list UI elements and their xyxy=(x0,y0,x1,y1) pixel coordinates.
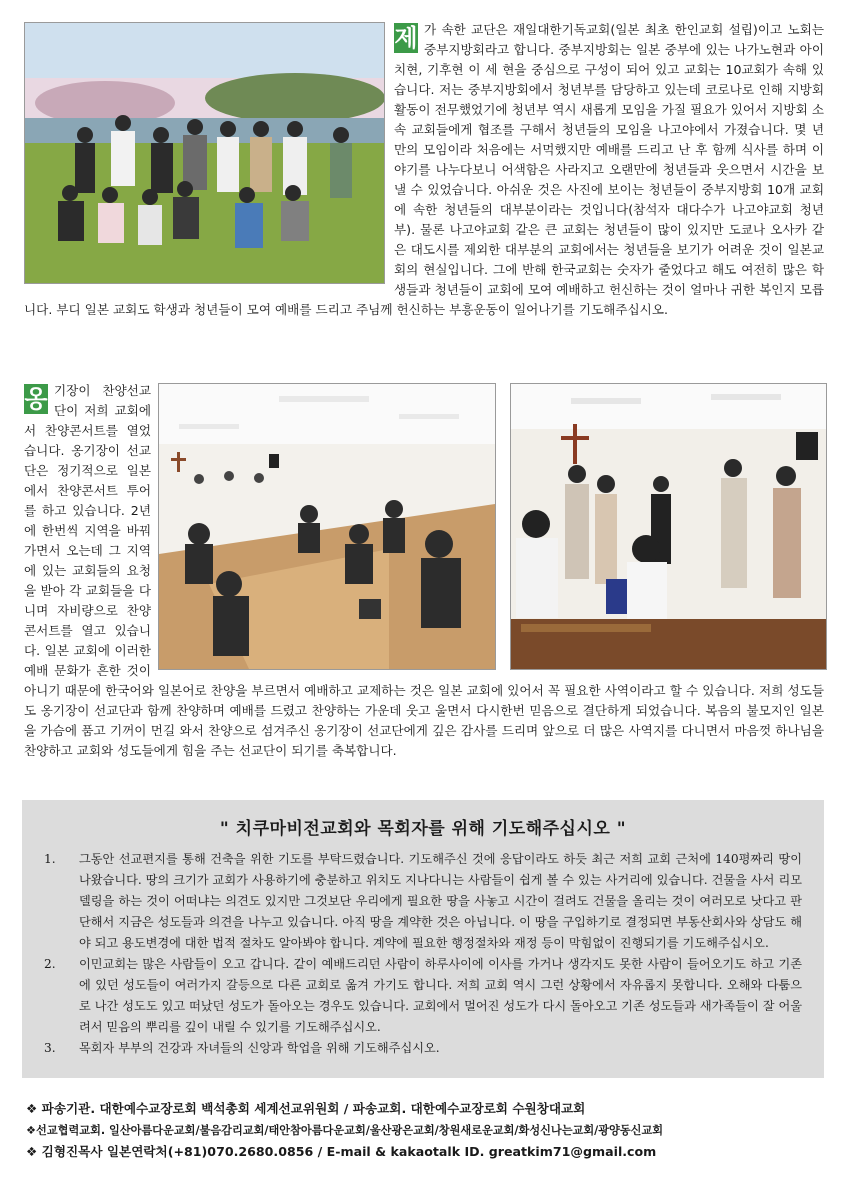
prayer-request-box xyxy=(22,800,824,1078)
prayer-title: " 치쿠마비전교회와 목회자를 위해 기도해주십시오 " xyxy=(219,819,627,839)
partner-churches: ❖선교협력교회. 일산아름다운교회/불음감리교회/태안참아름다운교회/울산광은교회/창원새로운교회/화성신나는교회/광양동신교회 xyxy=(26,1123,664,1137)
section2-text: 기장이 찬양선교단이 저희 교회에서 찬양콘서트를 열었습니다. 옹기장이 선교단은 정기적으로 일본에서 찬양콘서트 투어를 하고 있습니다. 2년에 한번씩 지역을 바꿔가면서 오는데 그 지역에 있는 교회들의 요청을 받아 각 교회들을 다니며 자비량으로 찬양콘서트를 열고 있습니다. 일본 교회에 이러한 예배 문화가 흔한 것이 아니기 때문에 한국어와 일본어로 찬양을 부르면서 예배하고 교제하는 것은 일본 교회에 있어서 꼭 필요한 사역이라고 할 수 있습니다. 저희 성도들도 옹기장이 선교단과 함께 찬양하며 예배를 드렸고 찬양하는 가운데 웃고 울면서 다시한번 믿음으로 결단하게 되었습니다. 복음의 불모지인 일본을 가슴에 품고 기꺼이 먼길 와서 찬양으로 섬겨주신 옹기장이 선교단에게 깊은 감사를 드리며 앞으로 더 많은 사역지를 다니면서 마음껏 하나님을 찬양하고 교회와 성도들에게 힘을 주는 선교단이 되기를 축복합니다. xyxy=(24,383,824,758)
contact-info: ❖ 김형진목사 일본연락처(+81)070.2680.0856 / E-mail & kakaotalk ID. greatkim71@gmail.com xyxy=(26,1144,657,1159)
footer-info xyxy=(26,1098,826,1163)
section1-text: 가 속한 교단은 재일대한기독교회(일본 최초 한인교회 설립)이고 노회는 중부지방회라고 합니다. 중부지방회는 일본 중부에 있는 나가노현과 아이치현, 기후현 이 세 현을 중심으로 구성이 되어 있고 교회는 10교회가 속해 있습니다. 저는 중부지방회에서 청년부를 담당하고 있는데 코로나로 인해 지방회 활동이 전무했었기에 청년부 역시 새롭게 모임을 가질 필요가 있어서 지방회 소속 교회들에게 협조를 구해서 청년들의 모임을 나고야에서 가졌습니다. 몇 년 만의 모임이라 처음에는 서먹했지만 예배를 드리고 난 후 함께 식사를 하며 이야기를 나누다보니 어색함은 사라지고 오랜만에 청년들과 웃으면서 시간을 보낼 수 있었습니다. 아쉬운 것은 사진에 보이는 청년들이 중부지방회 10개 교회에 속한 청년들의 대부분이라는 것입니다(참석자 대다수가 나고야교회 청년부). 물론 나고야교회 같은 큰 교회는 청년들이 많이 있지만 도쿄나 오사카 같은 대도시를 제외한 대부분의 교회에서는 청년들을 보기가 어려운 것이 일본교회의 현실입니다. 그에 반해 한국교회는 숫자가 줄었다고 해도 여전히 많은 학생들과 청년들이 교회에 모여 예배하고 헌신하는 것이 얼마나 귀한 복인지 모릅니다. 부디 일본 교회도 학생과 청년들이 모여 예배를 드리고 주님께 헌신하는 부흥운동이 일어나기를 기도해주십시오. xyxy=(24,22,824,317)
section1-dropcap: 제 xyxy=(394,24,418,52)
prayer-item: 1. 그동안 선교편지를 통해 건축을 위한 기도를 부탁드렸습니다. 기도해주신 것에 응답이라도 하듯 최근 저희 교회 근처에 140평짜리 땅이 나왔습니다. 땅의 크기가 교회가 사용하기에 충분하고 위치도 지나다니는 사람들이 쉽게 볼 수 있는 사거리에 있습니다. 건물을 사서 리모델링을 하는 것이 어떠냐는 의견도 있지만 그것보단 우리에게 필요한 땅을 사놓고 시간이 걸려도 건물을 올리는 것이 여러모로 낫다고 판단해서 지금은 성도들과 의견을 나누고 있습니다. 아직 땅을 계약한 것은 아닙니다. 이 땅을 구입하기로 결정되면 부동산회사와 상담도 해야 되고 용도변경에 대한 법적 절차도 알아봐야 합니다. 계약에 필요한 행정절차와 재정 등이 막힘없이 진행되기를 기도해주십시오. xyxy=(44,852,802,950)
prayer-item: 2. 이민교회는 많은 사람들이 오고 갑니다. 같이 예배드리던 사람이 하루사이에 이사를 가거나 생각지도 못한 사람이 들어오기도 하고 기존에 있던 성도들이 여러가지 갈등으로 다른 교회로 옮겨 가기도 합니다. 저희 교회 역시 그런 상황에서 자유롭지 못합니다. 오해와 다툼으로 나간 성도도 있고 떠났던 성도가 돌아오는 경우도 있습니다. 교회에서 멀어진 성도가 다시 돌아오고 기존 성도들과 새가족들이 잘 어울려서 믿음의 뿌리를 깊이 내릴 수 있기를 기도해주십시오. xyxy=(44,957,802,1034)
section1-block xyxy=(24,20,824,320)
section2-dropcap: 옹 xyxy=(24,385,48,413)
sending-organization: ❖ 파송기관. 대한예수교장로회 백석총회 세계선교위원회 / 파송교회. 대한예수교장로회 수원창대교회 xyxy=(26,1101,586,1116)
prayer-list xyxy=(22,849,824,1059)
section2-block xyxy=(24,381,824,761)
prayer-item: 3. 목회자 부부의 건강과 자녀들의 신앙과 학업을 위해 기도해주십시오. xyxy=(44,1041,440,1055)
